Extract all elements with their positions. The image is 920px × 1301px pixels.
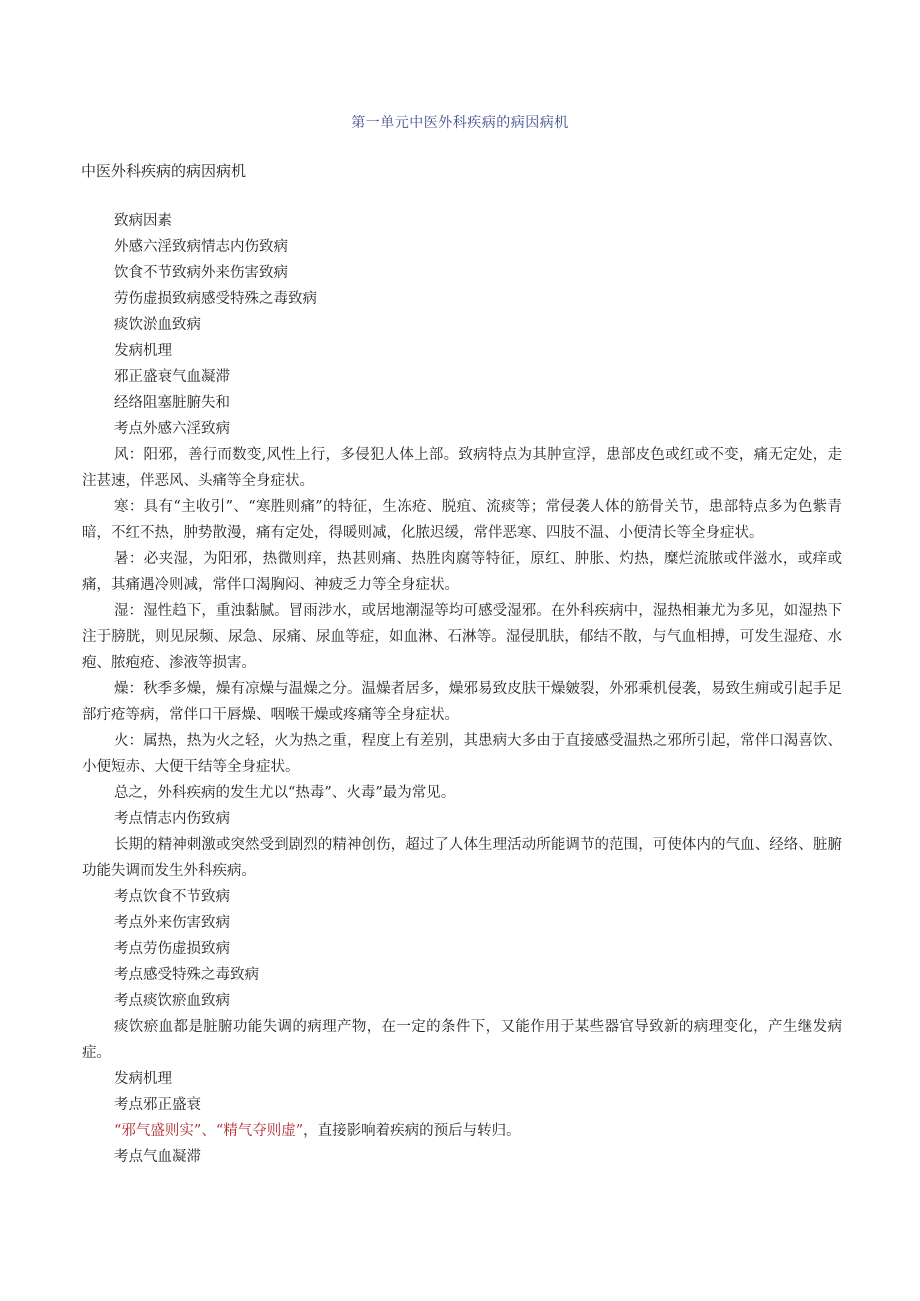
- unit-title: 第一单元中医外科疾病的病因病机: [351, 115, 569, 131]
- phlegm-paragraph: 痰饮瘀血都是脏腑功能失调的病理产物，在一定的条件下，又能作用于某些器官导致新的病理变化，产生继发病症。: [82, 1019, 842, 1061]
- outline-item: 邪正盛衰气血凝滞: [114, 369, 230, 385]
- emotion-heading: 考点情志内伤致病: [114, 811, 230, 827]
- point-heading: 考点痰饮瘀血致病: [114, 993, 230, 1009]
- quote-line: [82, 1118, 842, 1144]
- cold-paragraph: 寒：具有“主收引”、“寒胜则痛”的特征，生冻疮、脱疽、流痰等；常侵袭人体的筋骨关节，患部特点多为色紫青暗，不红不热，肿势散漫，痛有定处，得暖则减，化脓迟缓，常伴恶寒、四肢不温、小便清长等全身症状。: [82, 499, 842, 541]
- outline-item: 发病机理: [114, 343, 172, 359]
- outline-item: 痰饮淤血致病: [114, 317, 201, 333]
- point-heading: 考点外来伤害致病: [114, 915, 230, 931]
- outline-item: 考点外感六淫致病: [114, 421, 230, 437]
- dampness-paragraph: 湿：湿性趋下，重浊黏腻。冒雨涉水，或居地潮湿等均可感受湿邪。在外科疾病中，湿热相兼尤为多见，如湿热下注于膀胱，则见尿频、尿急、尿痛、尿血等症，如血淋、石淋等。湿侵肌肤，郁结不散，与气血相搏，可发生湿疮、水疱、脓疱疮、渗液等损害。: [82, 603, 842, 671]
- fire-paragraph: 火：属热，热为火之轻，火为热之重，程度上有差别，其患病大多由于直接感受温热之邪所引起，常伴口渴喜饮、小便短赤、大便干结等全身症状。: [82, 733, 842, 775]
- outline-item: 外感六淫致病情志内伤致病: [114, 239, 288, 255]
- qixue-heading: 考点气血凝滞: [114, 1149, 201, 1165]
- dryness-paragraph: 燥：秋季多燥，燥有凉燥与温燥之分。温燥者居多，燥邪易致皮肤干燥皴裂，外邪乘机侵袭，易致生痈或引起手足部疔疮等病，常伴口干唇燥、咽喉干燥或疼痛等全身症状。: [82, 681, 842, 723]
- outline-item: 致病因素: [114, 213, 172, 229]
- summary-line: 总之，外科疾病的发生尤以“热毒”、火毒”最为常见。: [114, 785, 456, 801]
- outline-item: 饮食不节致病外来伤害致病: [114, 265, 288, 281]
- section-subtitle: 中医外科疾病的病因病机: [81, 162, 247, 180]
- emotion-paragraph: 长期的精神刺激或突然受到剧烈的精神创伤，超过了人体生理活动所能调节的范围，可使体内的气血、经络、脏腑功能失调而发生外科疾病。: [82, 837, 842, 879]
- point-heading: 考点劳伤虚损致病: [114, 941, 230, 957]
- document-body: [82, 208, 842, 1170]
- quote-rest: ，直接影响着疾病的预后与转归。: [303, 1123, 521, 1139]
- mechanism-heading: 发病机理: [114, 1071, 172, 1087]
- point-heading: 考点感受特殊之毒致病: [114, 967, 259, 983]
- zhengxie-heading: 考点邪正盛衰: [114, 1097, 201, 1113]
- point-heading: 考点饮食不节致病: [114, 889, 230, 905]
- wind-paragraph: 风：阳邪，善行而数变,风性上行，多侵犯人体上部。致病特点为其肿宣浮，患部皮色或红或不变，痛无定处，走注甚速，伴恶风、头痛等全身症状。: [82, 447, 842, 489]
- outline-item: 劳伤虚损致病感受特殊之毒致病: [114, 291, 317, 307]
- summer-heat-paragraph: 暑：必夹湿，为阳邪，热微则痒，热甚则痛、热胜肉腐等特征，原红、肿胀、灼热，糜烂流脓或伴滋水，或痒或痛，其痛遇冷则减，常伴口渴胸闷、神疲乏力等全身症状。: [82, 551, 842, 593]
- outline-item: 经络阻塞脏腑失和: [114, 395, 230, 411]
- highlighted-quote: “邪气盛则实”、“精气夺则虚”: [114, 1123, 304, 1139]
